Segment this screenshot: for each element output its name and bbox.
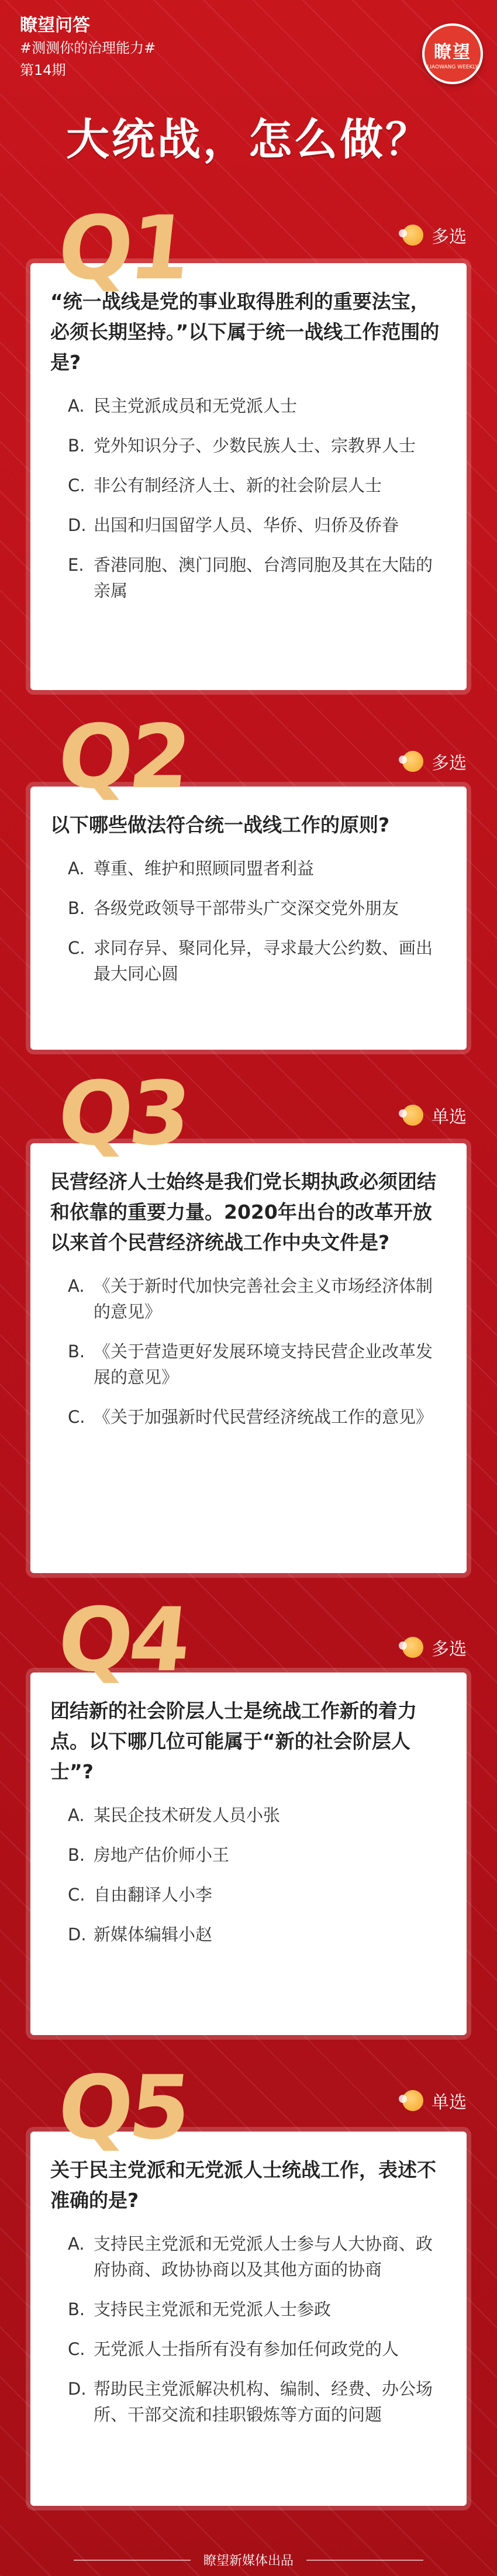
q2-option-b[interactable]: B. 各级党政领导干部带头广交深交党外朋友: [68, 898, 399, 918]
q1-option-c[interactable]: C. 非公有制经济人士、新的社会阶层人士: [68, 475, 382, 495]
question-card-1: [30, 263, 467, 690]
issue-number: 第14期: [20, 62, 66, 78]
logo-subtext: LIAOWANG WEEKLY: [427, 64, 478, 70]
q3-text: 民营经济人士始终是我们党长期执政必须团结和依靠的重要力量。2020年出台的改革开放以来首个民营经济统战工作中央文件是?: [50, 1170, 436, 1254]
liaowang-logo: [422, 23, 483, 84]
q1-text: “统一战线是党的事业取得胜利的重要法宝，必须长期坚持。”以下属于统一战线工作范围的是?: [50, 290, 440, 374]
footer-divider-left: [74, 2560, 191, 2561]
question-card-4: [30, 1672, 467, 2035]
q5-option-a[interactable]: A. 支持民主党派和无党派人士参与人大协商、政府协商、政协协商以及其他方面的协商: [68, 2234, 433, 2280]
bullet-icon: [402, 1637, 423, 1658]
bullet-icon: [402, 751, 423, 772]
q4-type: [402, 1634, 467, 1660]
q1-number: Q1: [53, 198, 193, 299]
q5-option-c[interactable]: C. 无党派人士指所有没有参加任何政党的人: [68, 2339, 399, 2359]
q1-option-e[interactable]: E. 香港同胞、澳门同胞、台湾同胞及其在大陆的亲属: [68, 555, 433, 601]
hashtag: #测测你的治理能力#: [20, 40, 156, 56]
q5-option-d[interactable]: D. 帮助民主党派解决机构、编制、经费、办公场所、干部交流和挂职锻炼等方面的问题: [68, 2379, 433, 2425]
bullet-icon: [402, 2090, 423, 2111]
footer-divider-right: [306, 2560, 423, 2561]
logo-text: 瞭望: [434, 42, 471, 63]
bullet-icon: [402, 1105, 423, 1126]
q4-type-label: 多选: [432, 1639, 467, 1660]
q3-type-label: 单选: [432, 1107, 467, 1127]
q2-number: Q2: [53, 706, 193, 808]
q5-text: 关于民主党派和无党派人士统战工作，表述不准确的是?: [50, 2158, 436, 2212]
q2-type: [402, 749, 467, 774]
footer-text: 瞭望新媒体出品: [203, 2554, 294, 2568]
q5-type: [402, 2088, 467, 2113]
brand-title: 瞭望问答: [20, 15, 90, 36]
q1-type-label: 多选: [432, 227, 467, 247]
q4-option-d[interactable]: D. 新媒体编辑小赵: [68, 1925, 213, 1944]
q3-option-c[interactable]: C. 《关于加强新时代民营经济统战工作的意见》: [68, 1407, 433, 1427]
q3-type: [402, 1102, 467, 1128]
q3-number: Q3: [53, 1063, 193, 1165]
footer: [0, 2551, 497, 2569]
q4-text: 团结新的社会阶层人士是统战工作新的着力点。以下哪几位可能属于“新的社会阶层人士”?: [50, 1699, 417, 1783]
q1-option-d[interactable]: D. 出国和归国留学人员、华侨、归侨及侨眷: [68, 515, 399, 535]
q5-number: Q5: [53, 2057, 193, 2159]
question-card-3: [30, 1143, 467, 1573]
q4-number: Q4: [53, 1589, 193, 1691]
q3-option-b[interactable]: B. 《关于营造更好发展环境支持民营企业改革发展的意见》: [68, 1342, 433, 1387]
q4-option-a[interactable]: A. 某民企技术研发人员小张: [68, 1805, 281, 1825]
q1-option-b[interactable]: B. 党外知识分子、少数民族人士、宗教界人士: [68, 436, 416, 456]
q4-option-c[interactable]: C. 自由翻译人小李: [68, 1885, 213, 1905]
q2-text: 以下哪些做法符合统一战线工作的原则?: [50, 813, 390, 836]
q2-option-c[interactable]: C. 求同存异、聚同化异，寻求最大公约数、画出最大同心圆: [68, 938, 433, 984]
q2-type-label: 多选: [432, 753, 467, 774]
question-card-5: [30, 2132, 467, 2506]
q5-type-label: 单选: [432, 2092, 467, 2113]
q5-option-b[interactable]: B. 支持民主党派和无党派人士参政: [68, 2299, 332, 2319]
question-card-2: [30, 787, 467, 1050]
q1-type: [402, 222, 467, 248]
q1-option-a[interactable]: A. 民主党派成员和无党派人士: [68, 396, 298, 416]
q2-option-a[interactable]: A. 尊重、维护和照顾同盟者利益: [68, 858, 315, 878]
bullet-icon: [402, 225, 423, 246]
q3-option-a[interactable]: A. 《关于新时代加快完善社会主义市场经济体制的意见》: [68, 1276, 433, 1322]
page-title: 大统战，怎么做？: [66, 115, 431, 165]
q4-option-b[interactable]: B. 房地产估价师小王: [68, 1845, 230, 1865]
